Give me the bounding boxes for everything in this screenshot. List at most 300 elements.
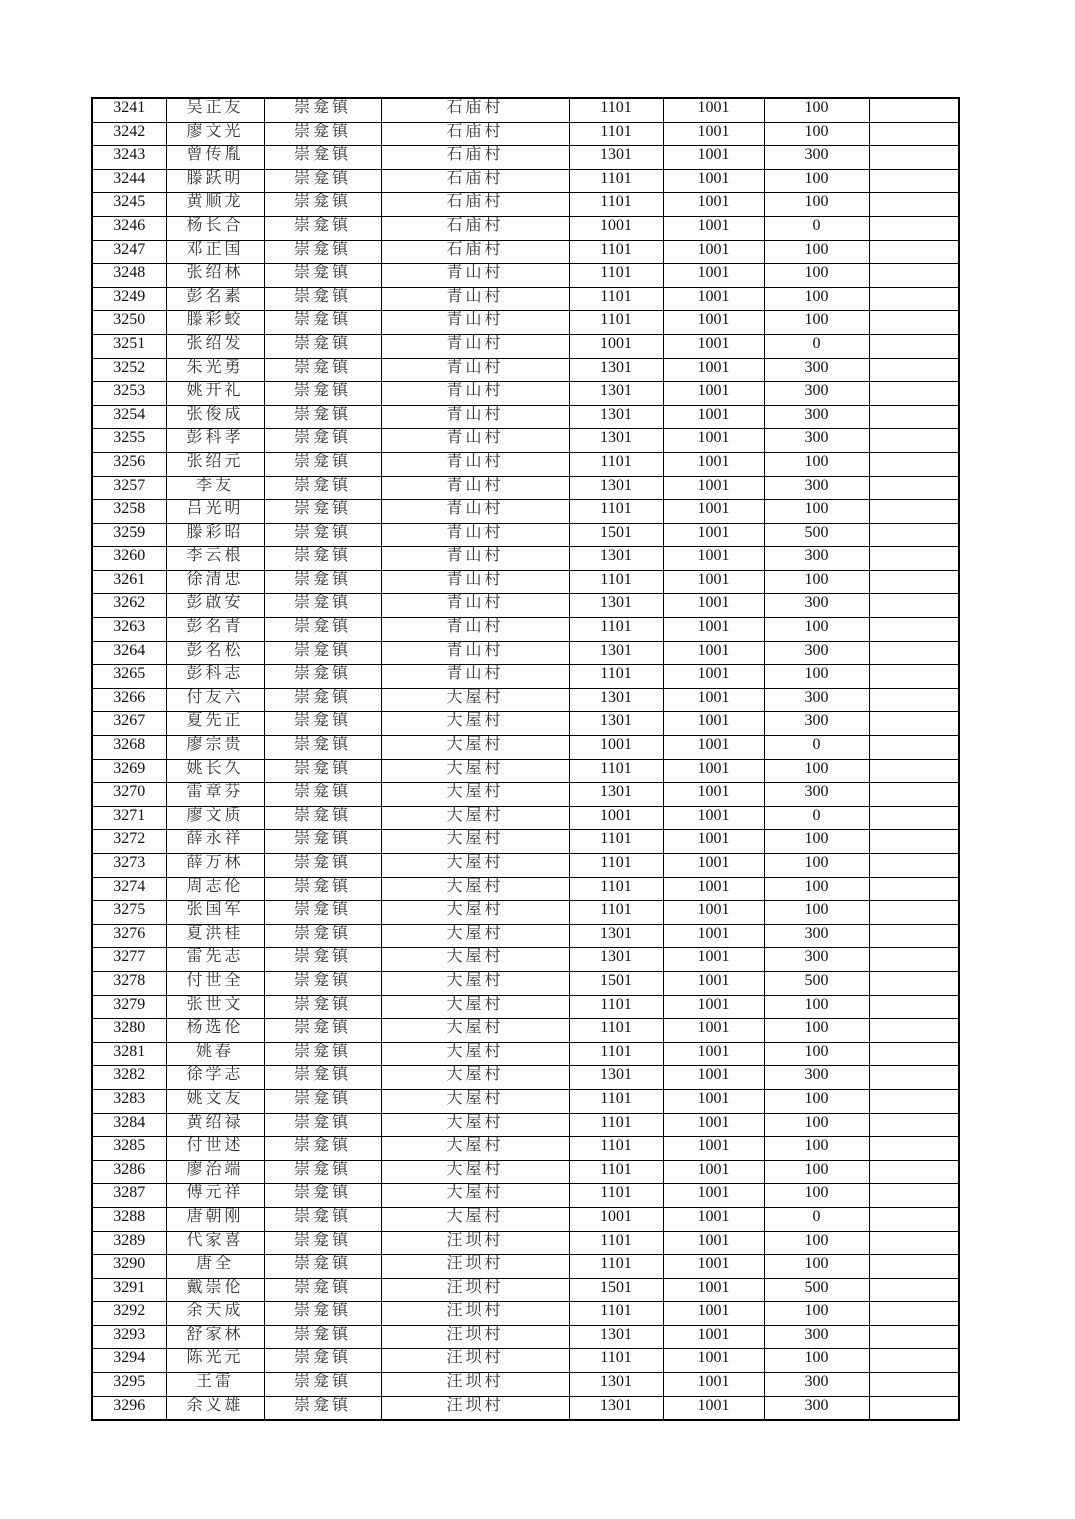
person-name-cell: 吴正友 — [166, 98, 264, 122]
village-cell: 汪坝村 — [381, 1373, 569, 1397]
amount-cell: 100 — [764, 665, 869, 689]
amount-cell: 300 — [764, 1373, 869, 1397]
row-number-cell: 3275 — [92, 901, 166, 925]
amount-cell: 100 — [764, 1113, 869, 1137]
table-row — [92, 1231, 959, 1255]
code-b-cell: 1001 — [663, 783, 764, 807]
code-b-cell: 1001 — [663, 240, 764, 264]
row-number-cell: 3248 — [92, 264, 166, 288]
amount-cell: 100 — [764, 452, 869, 476]
data-table — [91, 97, 960, 1421]
village-cell: 石庙村 — [381, 216, 569, 240]
amount-cell: 0 — [764, 1207, 869, 1231]
code-b-cell: 1001 — [663, 405, 764, 429]
table-row — [92, 1184, 959, 1208]
remark-cell — [869, 311, 959, 335]
code-a-cell: 1101 — [569, 1349, 663, 1373]
amount-cell: 300 — [764, 547, 869, 571]
town-cell: 崇龛镇 — [264, 287, 381, 311]
table-row — [92, 1113, 959, 1137]
code-a-cell: 1101 — [569, 1255, 663, 1279]
row-number-cell: 3263 — [92, 618, 166, 642]
code-a-cell: 1501 — [569, 971, 663, 995]
code-b-cell: 1001 — [663, 122, 764, 146]
remark-cell — [869, 1160, 959, 1184]
amount-cell: 100 — [764, 122, 869, 146]
amount-cell: 100 — [764, 98, 869, 122]
town-cell: 崇龛镇 — [264, 924, 381, 948]
remark-cell — [869, 216, 959, 240]
code-a-cell: 1101 — [569, 1089, 663, 1113]
amount-cell: 500 — [764, 523, 869, 547]
town-cell: 崇龛镇 — [264, 1231, 381, 1255]
town-cell: 崇龛镇 — [264, 948, 381, 972]
remark-cell — [869, 1278, 959, 1302]
person-name-cell: 余天成 — [166, 1302, 264, 1326]
town-cell: 崇龛镇 — [264, 830, 381, 854]
person-name-cell: 彭科志 — [166, 665, 264, 689]
person-name-cell: 付友六 — [166, 688, 264, 712]
row-number-cell: 3274 — [92, 877, 166, 901]
person-name-cell: 邓正国 — [166, 240, 264, 264]
code-a-cell: 1101 — [569, 1042, 663, 1066]
amount-cell: 300 — [764, 382, 869, 406]
town-cell: 崇龛镇 — [264, 759, 381, 783]
table-row — [92, 500, 959, 524]
table-row — [92, 736, 959, 760]
town-cell: 崇龛镇 — [264, 358, 381, 382]
remark-cell — [869, 1302, 959, 1326]
village-cell: 大屋村 — [381, 971, 569, 995]
table-row — [92, 618, 959, 642]
village-cell: 青山村 — [381, 665, 569, 689]
amount-cell: 300 — [764, 405, 869, 429]
village-cell: 青山村 — [381, 405, 569, 429]
code-a-cell: 1001 — [569, 334, 663, 358]
row-number-cell: 3252 — [92, 358, 166, 382]
table-row — [92, 1089, 959, 1113]
code-a-cell: 1101 — [569, 287, 663, 311]
amount-cell: 300 — [764, 429, 869, 453]
row-number-cell: 3290 — [92, 1255, 166, 1279]
village-cell: 大屋村 — [381, 948, 569, 972]
person-name-cell: 彭名青 — [166, 618, 264, 642]
amount-cell: 100 — [764, 830, 869, 854]
table-row — [92, 877, 959, 901]
code-b-cell: 1001 — [663, 901, 764, 925]
village-cell: 大屋村 — [381, 712, 569, 736]
amount-cell: 300 — [764, 948, 869, 972]
code-a-cell: 1101 — [569, 122, 663, 146]
table-row — [92, 169, 959, 193]
code-a-cell: 1501 — [569, 523, 663, 547]
remark-cell — [869, 854, 959, 878]
code-a-cell: 1301 — [569, 948, 663, 972]
village-cell: 青山村 — [381, 523, 569, 547]
remark-cell — [869, 1113, 959, 1137]
town-cell: 崇龛镇 — [264, 1396, 381, 1420]
table-row — [92, 523, 959, 547]
row-number-cell: 3242 — [92, 122, 166, 146]
person-name-cell: 滕彩昭 — [166, 523, 264, 547]
person-name-cell: 唐朝刚 — [166, 1207, 264, 1231]
person-name-cell: 彭名素 — [166, 287, 264, 311]
row-number-cell: 3257 — [92, 476, 166, 500]
code-a-cell: 1301 — [569, 688, 663, 712]
village-cell: 青山村 — [381, 547, 569, 571]
table-body — [92, 98, 959, 1420]
code-b-cell: 1001 — [663, 1396, 764, 1420]
remark-cell — [869, 901, 959, 925]
code-b-cell: 1001 — [663, 1325, 764, 1349]
code-b-cell: 1001 — [663, 1231, 764, 1255]
table-row — [92, 476, 959, 500]
remark-cell — [869, 924, 959, 948]
person-name-cell: 张国军 — [166, 901, 264, 925]
code-a-cell: 1301 — [569, 547, 663, 571]
code-b-cell: 1001 — [663, 948, 764, 972]
row-number-cell: 3289 — [92, 1231, 166, 1255]
row-number-cell: 3254 — [92, 405, 166, 429]
town-cell: 崇龛镇 — [264, 122, 381, 146]
amount-cell: 300 — [764, 712, 869, 736]
person-name-cell: 彭科孝 — [166, 429, 264, 453]
code-a-cell: 1301 — [569, 712, 663, 736]
person-name-cell: 李云根 — [166, 547, 264, 571]
remark-cell — [869, 382, 959, 406]
amount-cell: 100 — [764, 995, 869, 1019]
code-b-cell: 1001 — [663, 1089, 764, 1113]
code-b-cell: 1001 — [663, 264, 764, 288]
code-b-cell: 1001 — [663, 358, 764, 382]
table-row — [92, 240, 959, 264]
town-cell: 崇龛镇 — [264, 806, 381, 830]
remark-cell — [869, 405, 959, 429]
remark-cell — [869, 759, 959, 783]
person-name-cell: 张绍林 — [166, 264, 264, 288]
town-cell: 崇龛镇 — [264, 854, 381, 878]
row-number-cell: 3291 — [92, 1278, 166, 1302]
village-cell: 大屋村 — [381, 1066, 569, 1090]
village-cell: 汪坝村 — [381, 1278, 569, 1302]
code-a-cell: 1301 — [569, 382, 663, 406]
code-a-cell: 1001 — [569, 216, 663, 240]
code-a-cell: 1101 — [569, 452, 663, 476]
town-cell: 崇龛镇 — [264, 1278, 381, 1302]
remark-cell — [869, 500, 959, 524]
code-b-cell: 1001 — [663, 971, 764, 995]
table-row — [92, 146, 959, 170]
village-cell: 汪坝村 — [381, 1349, 569, 1373]
amount-cell: 300 — [764, 1066, 869, 1090]
remark-cell — [869, 641, 959, 665]
table-row — [92, 405, 959, 429]
row-number-cell: 3268 — [92, 736, 166, 760]
code-b-cell: 1001 — [663, 688, 764, 712]
code-a-cell: 1101 — [569, 830, 663, 854]
table-row — [92, 1349, 959, 1373]
code-b-cell: 1001 — [663, 806, 764, 830]
code-b-cell: 1001 — [663, 1349, 764, 1373]
code-b-cell: 1001 — [663, 1113, 764, 1137]
village-cell: 石庙村 — [381, 122, 569, 146]
code-a-cell: 1301 — [569, 1373, 663, 1397]
person-name-cell: 张俊成 — [166, 405, 264, 429]
remark-cell — [869, 429, 959, 453]
table-row — [92, 1207, 959, 1231]
person-name-cell: 雷章芬 — [166, 783, 264, 807]
person-name-cell: 廖文光 — [166, 122, 264, 146]
person-name-cell: 黄顺龙 — [166, 193, 264, 217]
village-cell: 青山村 — [381, 382, 569, 406]
row-number-cell: 3286 — [92, 1160, 166, 1184]
code-a-cell: 1301 — [569, 641, 663, 665]
person-name-cell: 滕彩蛟 — [166, 311, 264, 335]
table-row — [92, 98, 959, 122]
remark-cell — [869, 523, 959, 547]
row-number-cell: 3292 — [92, 1302, 166, 1326]
village-cell: 大屋村 — [381, 736, 569, 760]
row-number-cell: 3285 — [92, 1137, 166, 1161]
code-a-cell: 1101 — [569, 240, 663, 264]
code-b-cell: 1001 — [663, 429, 764, 453]
town-cell: 崇龛镇 — [264, 570, 381, 594]
table-row — [92, 1137, 959, 1161]
code-a-cell: 1001 — [569, 806, 663, 830]
person-name-cell: 傅元祥 — [166, 1184, 264, 1208]
village-cell: 青山村 — [381, 476, 569, 500]
town-cell: 崇龛镇 — [264, 1137, 381, 1161]
town-cell: 崇龛镇 — [264, 877, 381, 901]
village-cell: 汪坝村 — [381, 1255, 569, 1279]
amount-cell: 300 — [764, 1396, 869, 1420]
code-b-cell: 1001 — [663, 854, 764, 878]
village-cell: 青山村 — [381, 264, 569, 288]
remark-cell — [869, 1231, 959, 1255]
amount-cell: 100 — [764, 1302, 869, 1326]
village-cell: 大屋村 — [381, 783, 569, 807]
town-cell: 崇龛镇 — [264, 971, 381, 995]
table-row — [92, 783, 959, 807]
row-number-cell: 3271 — [92, 806, 166, 830]
town-cell: 崇龛镇 — [264, 429, 381, 453]
person-name-cell: 夏先正 — [166, 712, 264, 736]
village-cell: 汪坝村 — [381, 1325, 569, 1349]
row-number-cell: 3272 — [92, 830, 166, 854]
person-name-cell: 余义雄 — [166, 1396, 264, 1420]
code-a-cell: 1101 — [569, 1184, 663, 1208]
village-cell: 大屋村 — [381, 1207, 569, 1231]
row-number-cell: 3287 — [92, 1184, 166, 1208]
village-cell: 大屋村 — [381, 759, 569, 783]
code-a-cell: 1101 — [569, 901, 663, 925]
code-a-cell: 1101 — [569, 500, 663, 524]
code-a-cell: 1101 — [569, 1137, 663, 1161]
village-cell: 青山村 — [381, 287, 569, 311]
amount-cell: 300 — [764, 146, 869, 170]
table-row — [92, 830, 959, 854]
table-row — [92, 382, 959, 406]
table-row — [92, 1066, 959, 1090]
town-cell: 崇龛镇 — [264, 523, 381, 547]
code-a-cell: 1101 — [569, 264, 663, 288]
table-row — [92, 1302, 959, 1326]
person-name-cell: 廖文质 — [166, 806, 264, 830]
code-a-cell: 1101 — [569, 995, 663, 1019]
village-cell: 大屋村 — [381, 1089, 569, 1113]
town-cell: 崇龛镇 — [264, 901, 381, 925]
amount-cell: 0 — [764, 216, 869, 240]
town-cell: 崇龛镇 — [264, 1089, 381, 1113]
row-number-cell: 3277 — [92, 948, 166, 972]
town-cell: 崇龛镇 — [264, 146, 381, 170]
remark-cell — [869, 264, 959, 288]
table-row — [92, 547, 959, 571]
row-number-cell: 3250 — [92, 311, 166, 335]
remark-cell — [869, 287, 959, 311]
village-cell: 青山村 — [381, 618, 569, 642]
amount-cell: 100 — [764, 1137, 869, 1161]
amount-cell: 0 — [764, 736, 869, 760]
remark-cell — [869, 1207, 959, 1231]
remark-cell — [869, 830, 959, 854]
code-b-cell: 1001 — [663, 641, 764, 665]
person-name-cell: 廖宗贵 — [166, 736, 264, 760]
village-cell: 青山村 — [381, 358, 569, 382]
person-name-cell: 姚开礼 — [166, 382, 264, 406]
village-cell: 汪坝村 — [381, 1231, 569, 1255]
village-cell: 青山村 — [381, 570, 569, 594]
village-cell: 大屋村 — [381, 830, 569, 854]
row-number-cell: 3260 — [92, 547, 166, 571]
remark-cell — [869, 1042, 959, 1066]
code-a-cell: 1101 — [569, 169, 663, 193]
person-name-cell: 曾传胤 — [166, 146, 264, 170]
town-cell: 崇龛镇 — [264, 1255, 381, 1279]
remark-cell — [869, 169, 959, 193]
person-name-cell: 杨选伦 — [166, 1019, 264, 1043]
amount-cell: 100 — [764, 169, 869, 193]
village-cell: 青山村 — [381, 594, 569, 618]
row-number-cell: 3244 — [92, 169, 166, 193]
person-name-cell: 张绍元 — [166, 452, 264, 476]
code-b-cell: 1001 — [663, 1207, 764, 1231]
town-cell: 崇龛镇 — [264, 216, 381, 240]
town-cell: 崇龛镇 — [264, 1302, 381, 1326]
row-number-cell: 3255 — [92, 429, 166, 453]
person-name-cell: 薛万林 — [166, 854, 264, 878]
row-number-cell: 3282 — [92, 1066, 166, 1090]
amount-cell: 100 — [764, 500, 869, 524]
table-row — [92, 1019, 959, 1043]
code-a-cell: 1301 — [569, 146, 663, 170]
remark-cell — [869, 1019, 959, 1043]
code-a-cell: 1301 — [569, 783, 663, 807]
row-number-cell: 3288 — [92, 1207, 166, 1231]
code-a-cell: 1001 — [569, 736, 663, 760]
table-row — [92, 995, 959, 1019]
town-cell: 崇龛镇 — [264, 1325, 381, 1349]
table-row — [92, 924, 959, 948]
code-a-cell: 1301 — [569, 405, 663, 429]
village-cell: 大屋村 — [381, 901, 569, 925]
code-a-cell: 1101 — [569, 759, 663, 783]
row-number-cell: 3294 — [92, 1349, 166, 1373]
town-cell: 崇龛镇 — [264, 1042, 381, 1066]
code-b-cell: 1001 — [663, 1066, 764, 1090]
code-b-cell: 1001 — [663, 98, 764, 122]
remark-cell — [869, 1325, 959, 1349]
remark-cell — [869, 877, 959, 901]
town-cell: 崇龛镇 — [264, 1349, 381, 1373]
amount-cell: 0 — [764, 334, 869, 358]
remark-cell — [869, 594, 959, 618]
row-number-cell: 3273 — [92, 854, 166, 878]
code-a-cell: 1101 — [569, 1019, 663, 1043]
code-a-cell: 1101 — [569, 98, 663, 122]
village-cell: 汪坝村 — [381, 1396, 569, 1420]
town-cell: 崇龛镇 — [264, 641, 381, 665]
amount-cell: 100 — [764, 877, 869, 901]
row-number-cell: 3264 — [92, 641, 166, 665]
code-b-cell: 1001 — [663, 665, 764, 689]
amount-cell: 300 — [764, 476, 869, 500]
remark-cell — [869, 240, 959, 264]
amount-cell: 100 — [764, 1231, 869, 1255]
code-b-cell: 1001 — [663, 1302, 764, 1326]
person-name-cell: 徐学志 — [166, 1066, 264, 1090]
village-cell: 石庙村 — [381, 98, 569, 122]
town-cell: 崇龛镇 — [264, 264, 381, 288]
code-b-cell: 1001 — [663, 759, 764, 783]
amount-cell: 500 — [764, 971, 869, 995]
code-a-cell: 1301 — [569, 358, 663, 382]
town-cell: 崇龛镇 — [264, 240, 381, 264]
amount-cell: 100 — [764, 1042, 869, 1066]
code-b-cell: 1001 — [663, 193, 764, 217]
amount-cell: 100 — [764, 618, 869, 642]
remark-cell — [869, 98, 959, 122]
table-row — [92, 948, 959, 972]
table-row — [92, 665, 959, 689]
code-a-cell: 1101 — [569, 1113, 663, 1137]
amount-cell: 100 — [764, 570, 869, 594]
code-a-cell: 1101 — [569, 618, 663, 642]
person-name-cell: 舒家林 — [166, 1325, 264, 1349]
amount-cell: 300 — [764, 641, 869, 665]
table-row — [92, 1255, 959, 1279]
code-a-cell: 1501 — [569, 1278, 663, 1302]
village-cell: 青山村 — [381, 334, 569, 358]
table-row — [92, 193, 959, 217]
amount-cell: 300 — [764, 783, 869, 807]
table-row — [92, 806, 959, 830]
table-row — [92, 688, 959, 712]
amount-cell: 100 — [764, 1160, 869, 1184]
remark-cell — [869, 971, 959, 995]
code-b-cell: 1001 — [663, 311, 764, 335]
code-b-cell: 1001 — [663, 500, 764, 524]
row-number-cell: 3256 — [92, 452, 166, 476]
amount-cell: 100 — [764, 1349, 869, 1373]
village-cell: 青山村 — [381, 641, 569, 665]
village-cell: 石庙村 — [381, 240, 569, 264]
remark-cell — [869, 995, 959, 1019]
code-b-cell: 1001 — [663, 169, 764, 193]
remark-cell — [869, 1373, 959, 1397]
code-b-cell: 1001 — [663, 618, 764, 642]
table-row — [92, 216, 959, 240]
